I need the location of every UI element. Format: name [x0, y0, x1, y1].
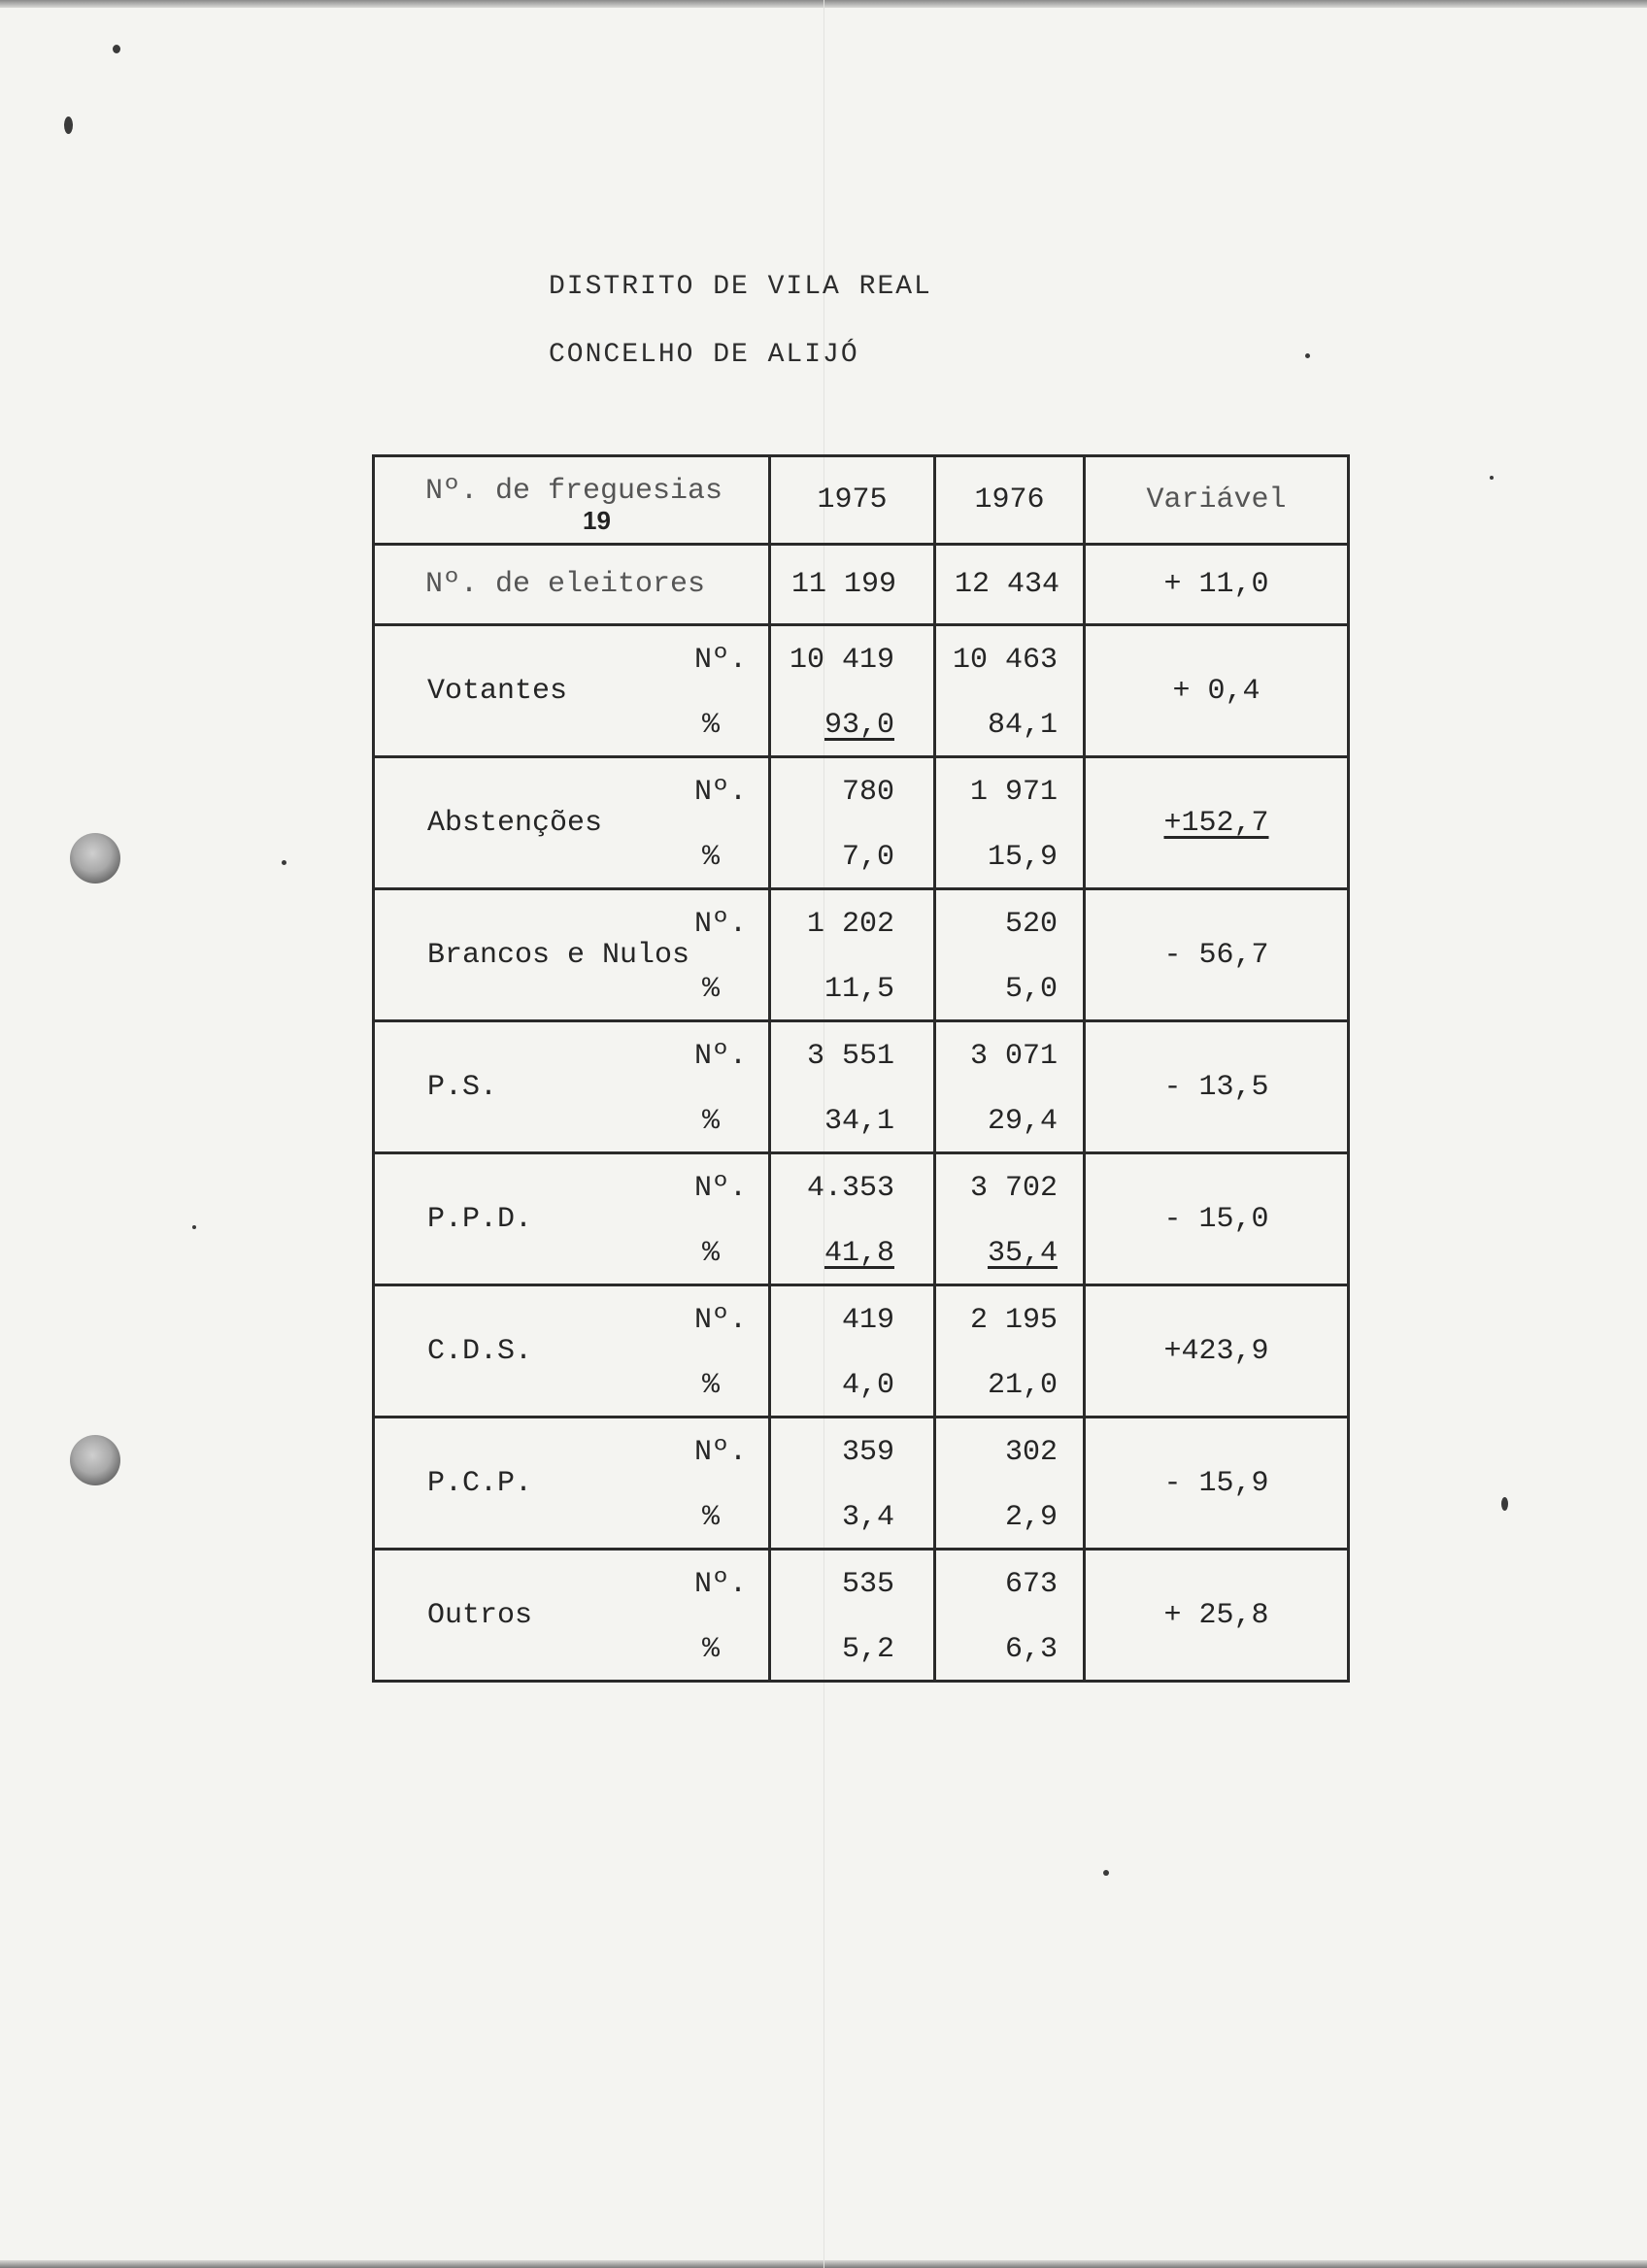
row-label: Votantes — [427, 674, 568, 708]
percent-unit-label: % — [701, 1237, 720, 1270]
percent-1975: 4,0 — [841, 1369, 894, 1402]
paper-speck — [1305, 353, 1310, 358]
paper-speck — [282, 860, 286, 865]
variation-header: Variável — [1085, 456, 1349, 545]
electors-variation: + 11,0 — [1085, 545, 1349, 625]
count-1976: 673 — [1004, 1568, 1058, 1601]
number-unit-label: Nº. — [693, 908, 747, 941]
percent-1976: 2,9 — [1004, 1501, 1058, 1534]
paper-speck — [113, 45, 120, 53]
percent-1975: 41,8 — [824, 1237, 894, 1270]
table-header-row — [374, 456, 1349, 545]
row-variation: +423,9 — [1085, 1285, 1349, 1418]
table-row-pcp — [374, 1418, 1349, 1550]
count-1975: 4.353 — [806, 1172, 894, 1205]
percent-unit-label: % — [701, 841, 720, 874]
percent-1975: 3,4 — [841, 1501, 894, 1534]
electors-label: Nº. de eleitores — [374, 545, 770, 625]
punch-hole-lower — [70, 1435, 120, 1485]
row-variation: +152,7 — [1163, 806, 1269, 840]
count-1975: 419 — [841, 1304, 894, 1337]
percent-1976: 6,3 — [1004, 1633, 1058, 1666]
number-unit-label: Nº. — [693, 1304, 747, 1337]
count-1975: 780 — [841, 776, 894, 809]
percent-unit-label: % — [701, 1501, 720, 1534]
row-label: P.C.P. — [427, 1466, 533, 1500]
year-1976-header: 1976 — [935, 456, 1085, 545]
row-label: P.P.D. — [427, 1202, 533, 1236]
percent-unit-label: % — [701, 1633, 720, 1666]
number-unit-label: Nº. — [693, 1568, 747, 1601]
electors-row — [374, 545, 1349, 625]
row-label: Outros — [427, 1598, 533, 1632]
table-row-abstencoes — [374, 757, 1349, 889]
percent-1975: 93,0 — [824, 709, 894, 742]
table-row-votantes — [374, 625, 1349, 757]
paper-speck — [64, 117, 73, 134]
count-1975: 1 202 — [806, 908, 894, 941]
count-1976: 1 971 — [969, 776, 1058, 809]
paper-speck — [1501, 1497, 1508, 1511]
percent-1976: 15,9 — [987, 841, 1058, 874]
row-variation: - 56,7 — [1085, 889, 1349, 1021]
parish-count-label: Nº. de freguesias — [425, 475, 723, 508]
election-results-table — [372, 454, 1350, 1683]
count-1975: 10 419 — [789, 644, 894, 677]
row-variation: - 15,9 — [1085, 1418, 1349, 1550]
number-unit-label: Nº. — [693, 1436, 747, 1469]
count-1976: 520 — [1004, 908, 1058, 941]
paper-speck — [1103, 1870, 1109, 1876]
percent-1975: 34,1 — [824, 1105, 894, 1138]
district-heading: DISTRITO DE VILA REAL — [549, 272, 932, 302]
table-row-cds — [374, 1285, 1349, 1418]
table-row-ps — [374, 1021, 1349, 1153]
year-1975-header: 1975 — [770, 456, 935, 545]
percent-unit-label: % — [701, 973, 720, 1006]
count-1976: 3 071 — [969, 1040, 1058, 1073]
count-1975: 359 — [841, 1436, 894, 1469]
row-variation: + 25,8 — [1085, 1550, 1349, 1682]
parish-count-value: 19 — [583, 506, 611, 535]
percent-1976: 5,0 — [1004, 973, 1058, 1006]
row-label: Abstenções — [427, 806, 603, 840]
number-unit-label: Nº. — [693, 1040, 747, 1073]
number-unit-label: Nº. — [693, 644, 747, 677]
row-label: C.D.S. — [427, 1334, 533, 1368]
percent-1976: 29,4 — [987, 1105, 1058, 1138]
percent-unit-label: % — [701, 1369, 720, 1402]
percent-unit-label: % — [701, 709, 720, 742]
row-variation: - 13,5 — [1085, 1021, 1349, 1153]
electors-1975: 11 199 — [770, 545, 935, 625]
count-1976: 2 195 — [969, 1304, 1058, 1337]
punch-hole-upper — [70, 833, 120, 884]
paper-speck — [1490, 476, 1494, 480]
count-1976: 3 702 — [969, 1172, 1058, 1205]
row-variation: + 0,4 — [1085, 625, 1349, 757]
row-label: P.S. — [427, 1070, 498, 1104]
municipality-heading: CONCELHO DE ALIJÓ — [549, 340, 859, 370]
table-row-outros — [374, 1550, 1349, 1682]
number-unit-label: Nº. — [693, 776, 747, 809]
percent-unit-label: % — [701, 1105, 720, 1138]
table-row-brancos-nulos — [374, 889, 1349, 1021]
percent-1975: 5,2 — [841, 1633, 894, 1666]
count-1975: 535 — [841, 1568, 894, 1601]
percent-1976: 84,1 — [987, 709, 1058, 742]
electors-1976: 12 434 — [935, 545, 1085, 625]
count-1976: 10 463 — [952, 644, 1058, 677]
row-label: Brancos e Nulos — [427, 938, 690, 972]
count-1975: 3 551 — [806, 1040, 894, 1073]
percent-1976: 21,0 — [987, 1369, 1058, 1402]
number-unit-label: Nº. — [693, 1172, 747, 1205]
percent-1975: 11,5 — [824, 973, 894, 1006]
percent-1975: 7,0 — [841, 841, 894, 874]
count-1976: 302 — [1004, 1436, 1058, 1469]
table-row-ppd — [374, 1153, 1349, 1285]
paper-speck — [192, 1225, 196, 1229]
percent-1976: 35,4 — [987, 1237, 1058, 1270]
row-variation: - 15,0 — [1085, 1153, 1349, 1285]
parish-count-cell — [374, 456, 770, 545]
